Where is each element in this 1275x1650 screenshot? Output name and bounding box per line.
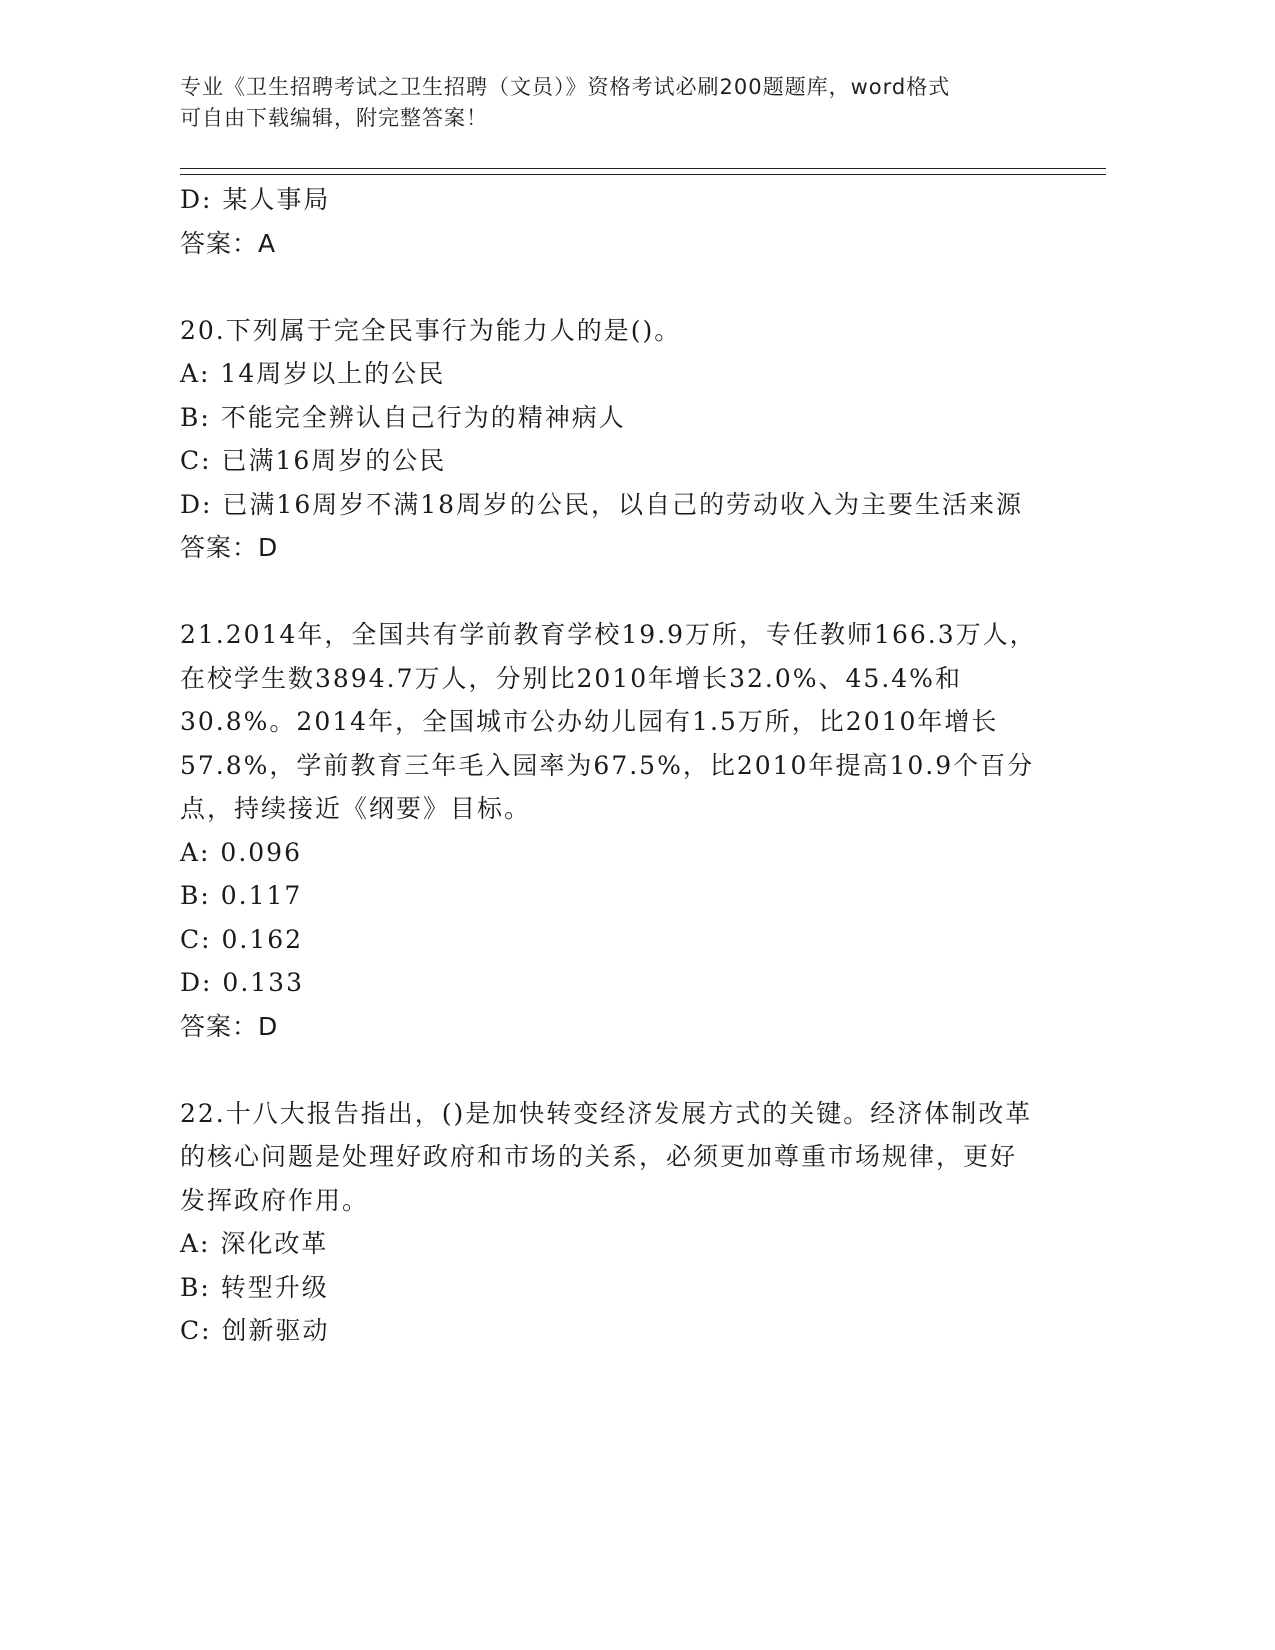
answer-carryover: 答案：A: [180, 228, 277, 258]
answer: 答案：D: [180, 533, 279, 562]
question-stem: 21.2014年，全国共有学前教育学校19.9万所，专任教师166.3万人，在校学生数3894.7万人，分别比2010年增长32.0%、45.4%和30.8%。2014年，全国城市公办幼儿园有1.5万所，比2010年增长57.8%，学前教育三年毛入园率为67.5%，比2010年提高10.9个百分点，持续接近《纲要》目标。: [180, 620, 1037, 823]
option-a: A: 深化改革: [180, 1229, 329, 1258]
document-body: [180, 178, 1040, 1353]
option-a: A: 0.096: [180, 837, 302, 867]
question-20: [180, 309, 1040, 570]
option-a: A: 14周岁以上的公民: [180, 359, 446, 388]
header-rule-top: [180, 168, 1106, 169]
option-c: C: 已满16周岁的公民: [180, 446, 447, 475]
option-d-carryover: D: 某人事局: [180, 185, 331, 214]
answer: 答案：D: [180, 1011, 279, 1041]
option-c: C: 0.162: [180, 924, 304, 954]
question-22: [180, 1092, 1040, 1353]
spacer: [180, 265, 1040, 309]
header-line-2: 可自由下载编辑，附完整答案！: [180, 106, 488, 130]
document-header: [180, 72, 1040, 134]
option-c: C: 创新驱动: [180, 1316, 330, 1345]
option-d: D: 已满16周岁不满18周岁的公民，以自己的劳动收入为主要生活来源: [180, 489, 1024, 519]
header-line-1: 专业《卫生招聘考试之卫生招聘（文员）》资格考试必刷200题题库，word格式: [180, 75, 951, 99]
spacer: [180, 1048, 1040, 1092]
spacer: [180, 570, 1040, 614]
question-stem: 22.十八大报告指出，()是加快转变经济发展方式的关键。经济体制改革的核心问题是处理好政府和市场的关系，必须更加尊重市场规律，更好发挥政府作用。: [180, 1098, 1033, 1215]
option-b: B: 0.117: [180, 881, 303, 910]
option-b: B: 转型升级: [180, 1272, 329, 1302]
option-b: B: 不能完全辨认自己行为的精神病人: [180, 402, 626, 432]
question-stem: 20.下列属于完全民事行为能力人的是()。: [180, 315, 682, 345]
option-d: D: 0.133: [180, 968, 304, 997]
header-rule-bottom: [180, 174, 1106, 175]
question-21: [180, 613, 1040, 1048]
